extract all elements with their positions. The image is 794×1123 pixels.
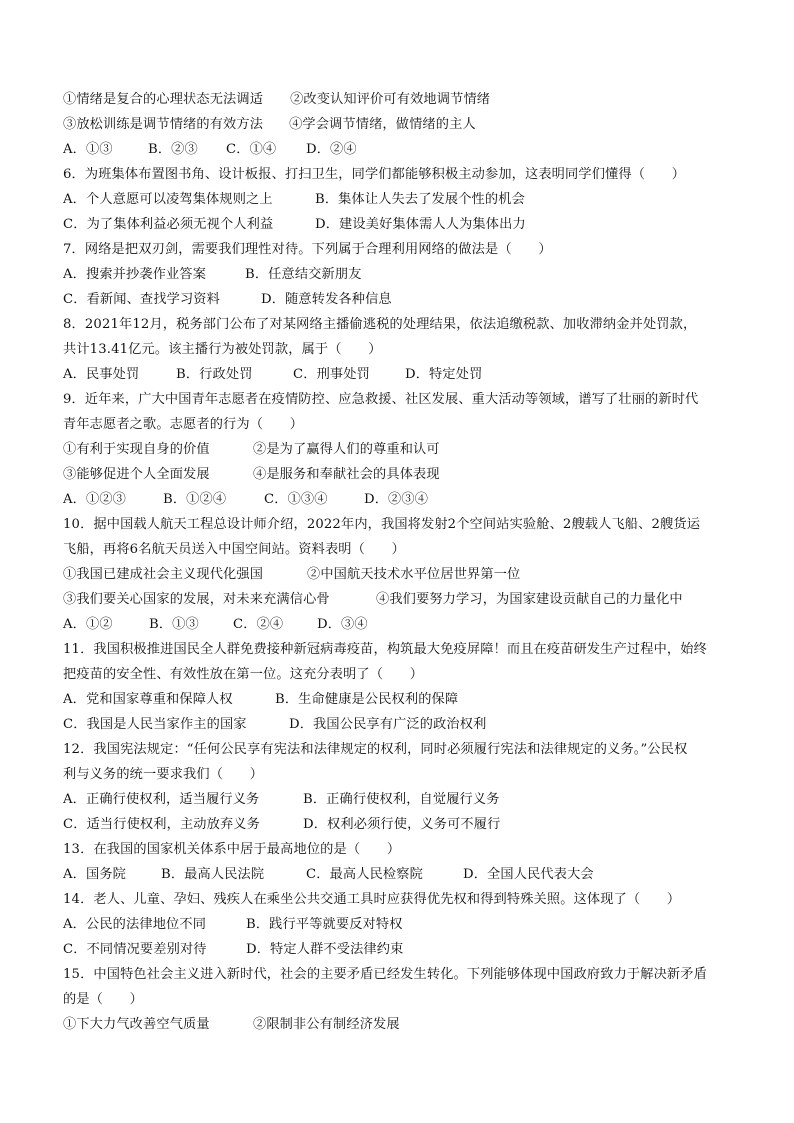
statement: ①我国已建成社会主义现代化强国 [63,567,264,582]
choice-a: A．正确行使权利，适当履行义务 [63,792,260,807]
question-stem-continued: 利与义务的统一要求我们（ ） [63,767,264,782]
statement: ①下大力气改善空气质量 [63,1017,210,1032]
question-text [63,640,754,660]
choice-a: A．民事处罚 [63,367,140,382]
choice-a: A．党和国家尊重和保障人权 [63,692,233,707]
statement: ②是为了赢得人们的尊重和认可 [253,442,440,457]
answer-choices [63,815,754,835]
question-text [63,990,754,1010]
choice-a: A．①③ [63,142,113,157]
choice-d: D．权利必须行使，义务可不履行 [303,817,501,832]
answer-choices [63,615,754,635]
question-text [63,415,754,435]
answer-choices [63,215,754,235]
choice-c: C．为了集体利益必须无视个人利益 [63,217,274,232]
choice-b: B．②③ [148,142,198,157]
statement: ②限制非公有制经济发展 [253,1017,400,1032]
question-text [63,240,754,260]
question-text [63,540,754,560]
choice-d: D．随意转发各种信息 [261,292,392,307]
answer-choices [63,365,754,385]
answer-choices [63,715,754,735]
question-stem-continued: 的是（ ） [63,992,144,1007]
answer-choices [63,940,754,960]
question-text [63,890,754,910]
choice-c: C．看新闻、查找学习资料 [63,292,220,307]
choice-b: B．①②④ [163,492,227,507]
choice-a: A．个人意愿可以凌驾集体规则之上 [63,192,273,207]
choice-d: D．②③④ [364,492,429,507]
answer-choices [63,265,754,285]
choice-d: D．全国人民代表大会 [463,867,594,882]
answer-choices [63,790,754,810]
answer-choices [63,290,754,310]
choice-d: D．建设美好集体需人人为集体出力 [315,217,526,232]
question-stem-continued: 共计13.41亿元。该主播行为被处罚款，属于（ ） [63,342,382,357]
statement: ④是服务和奉献社会的具体表现 [253,467,440,482]
choice-b: B．任意结交新朋友 [245,267,362,282]
question-stem: 10．据中国载人航天工程总设计师介绍，2022年内，我国将发射2个空间站实验舱、2艘载人飞船、2艘货运 [63,517,701,532]
choice-a: A．国务院 [63,867,127,882]
statement: ③能够促进个人全面发展 [63,467,210,482]
answer-choices [63,490,754,510]
question-text [63,840,754,860]
answer-choices [63,140,754,160]
statement: ③我们要关心国家的发展，对未来充满信心骨 [63,592,330,607]
answer-choices [63,690,754,710]
statement: ①情绪是复合的心理状态无法调适 [63,92,264,107]
statement: ③放松训练是调节情绪的有效方法 [63,117,264,132]
choice-b: B．集体让人失去了发展个性的机会 [315,192,525,207]
choice-c: C．①④ [226,142,277,157]
answer-choices [63,865,754,885]
question-text [63,390,754,410]
choice-c: C．刑事处罚 [293,367,370,382]
choice-c: C．①③④ [264,492,328,507]
question-stem: 11．我国积极推进国民全人群免费接种新冠病毒疫苗，构筑最大免疫屏障！而且在疫苗研发生产过程中，始终 [63,642,707,657]
choice-d: D．特定人群不受法律约束 [246,942,404,957]
question-text [63,965,754,985]
question-stem: 7．网络是把双刃剑，需要我们理性对待。下列属于合理利用网络的做法是（ ） [63,242,552,257]
question-stem: 15．中国特色社会主义进入新时代，社会的主要矛盾已经发生转化。下列能够体现中国政府致力于解决新矛盾 [63,967,707,982]
choice-b: B．践行平等就要反对特权 [246,917,403,932]
statement: ①有利于实现自身的价值 [63,442,210,457]
choice-b: B．生命健康是公民权利的保障 [275,692,459,707]
choice-d: D．③④ [317,617,368,632]
question-text [63,740,754,760]
choice-c: C．我国是人民当家作主的国家 [63,717,247,732]
question-stem: 8．2021年12月，税务部门公布了对某网络主播偷逃税的处理结果，依法追缴税款、加收滞纳金并处罚款， [63,317,697,332]
choice-d: D．②④ [306,142,357,157]
question-stem-continued: 青年志愿者之歌。志愿者的行为（ ） [63,417,304,432]
choice-a: A．①② [63,617,113,632]
statement: ④学会调节情绪，做情绪的主人 [289,117,476,132]
option-line [63,440,754,460]
choice-b: B．最高人民法院 [161,867,265,882]
option-line [63,465,754,485]
choice-b: B．行政处罚 [176,367,253,382]
question-text [63,315,754,335]
question-stem: 12．我国宪法规定：“任何公民享有宪法和法律规定的权利，同时必须履行宪法和法律规定的义务。”公民权 [63,742,688,757]
question-text [63,340,754,360]
choice-c: C．适当行使权利，主动放弃义务 [63,817,260,832]
question-stem: 6．为班集体布置图书角、设计板报、打扫卫生，同学们都能够积极主动参加，这表明同学们懂得（ ） [63,167,686,182]
question-text [63,665,754,685]
option-line [63,1015,754,1035]
question-stem-continued: 飞船，再将6名航天员送入中国空间站。资料表明（ ） [63,542,405,557]
question-text [63,515,754,535]
question-stem: 13．在我国的国家机关体系中居于最高地位的是（ ） [63,842,401,857]
option-line [63,115,754,135]
option-line [63,565,754,585]
choice-a: A．公民的法律地位不同 [63,917,207,932]
option-line [63,590,754,610]
choice-c: C．不同情况要差别对待 [63,942,207,957]
choice-c: C．②④ [233,617,284,632]
choice-a: A．①②③ [63,492,127,507]
answer-choices [63,190,754,210]
question-text [63,165,754,185]
choice-d: D．特定处罚 [405,367,483,382]
choice-b: B．正确行使权利，自觉履行义务 [303,792,500,807]
choice-d: D．我国公民享有广泛的政治权利 [289,717,487,732]
statement: ②改变认知评价可有效地调节情绪 [290,92,491,107]
question-text [63,765,754,785]
choice-c: C．最高人民检察院 [306,867,423,882]
choice-a: A．搜索并抄袭作业答案 [63,267,207,282]
question-stem: 9．近年来，广大中国青年志愿者在疫情防控、应急救援、社区发展、重大活动等领域，谱写了壮丽的新时代 [63,392,699,407]
answer-choices [63,915,754,935]
statement: ②中国航天技术水平位居世界第一位 [307,567,521,582]
question-stem-continued: 把疫苗的安全性、有效性放在第一位。这充分表明了（ ） [63,667,424,682]
question-stem: 14．老人、儿童、孕妇、残疾人在乘坐公共交通工具时应获得优先权和得到特殊关照。这体现了（ ） [63,892,681,907]
option-line [63,90,754,110]
choice-b: B．①③ [149,617,199,632]
statement: ④我们要努力学习，为国家建设贡献自己的力量化中 [376,592,683,607]
